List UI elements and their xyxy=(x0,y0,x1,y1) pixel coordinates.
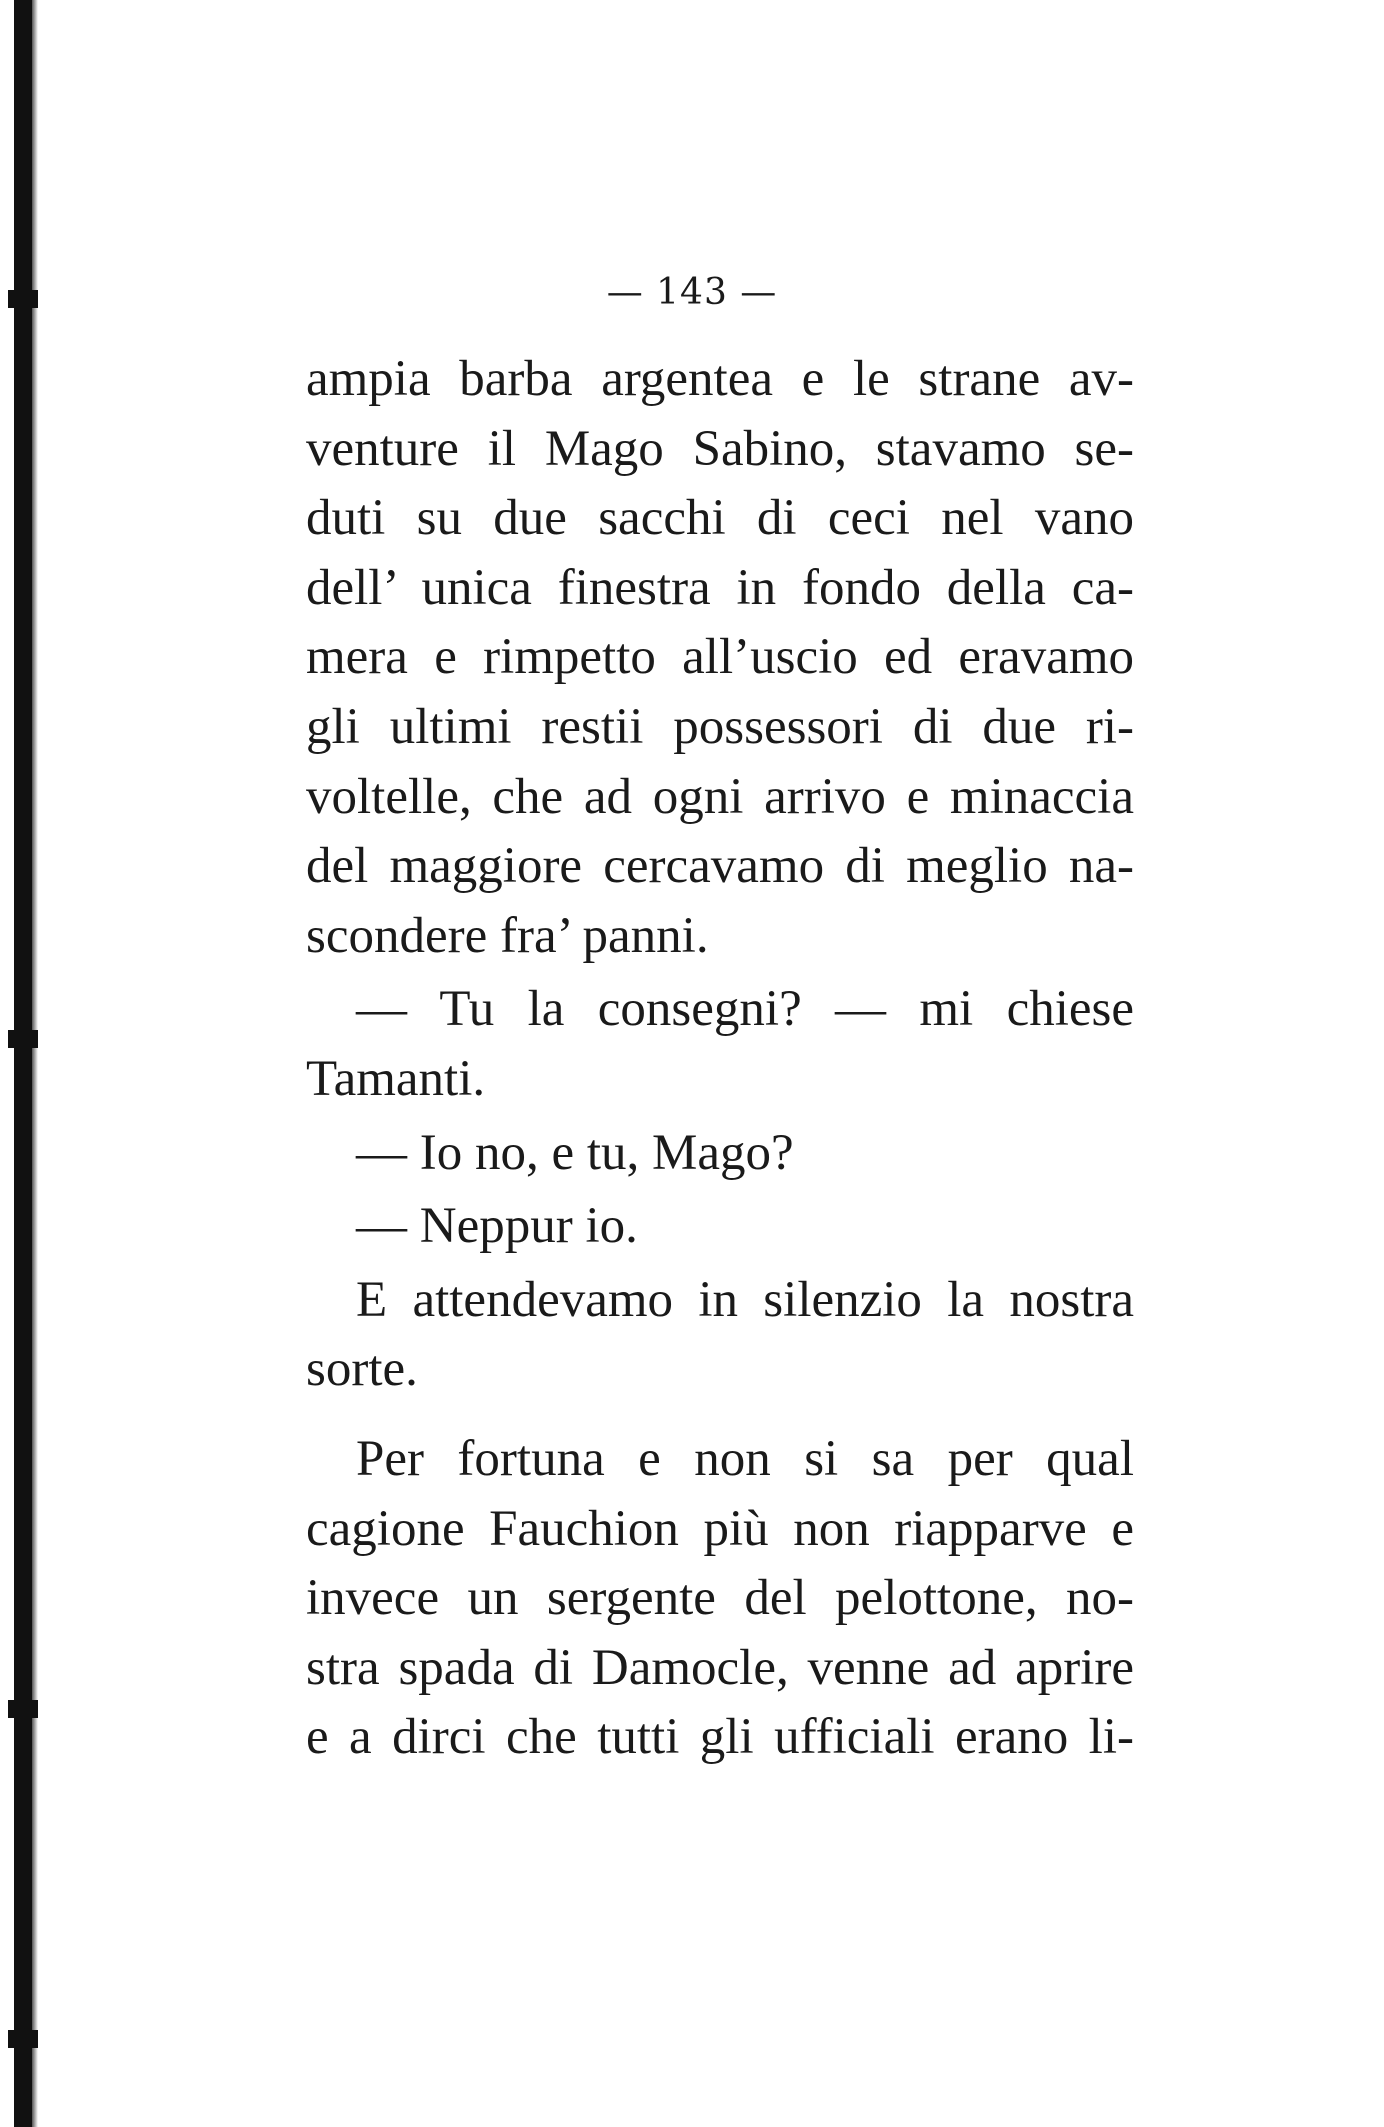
text-line: voltelle, che ad ogni arrivo e minaccia xyxy=(306,768,1134,825)
page-number: — 143 — xyxy=(606,272,778,313)
text-line: mera e rimpetto all’uscio ed eravamo xyxy=(306,629,1134,686)
body-text xyxy=(306,345,1134,1773)
text-line: gli ultimi restii possessori di due ri- xyxy=(306,698,1134,755)
binding-notch xyxy=(8,2030,38,2048)
binding-edge xyxy=(14,0,32,2127)
text-line: sorte. xyxy=(306,1341,418,1398)
text-line: ampia barba argentea e le strane av- xyxy=(306,351,1134,407)
text-line: invece un sergente del pelottone, no- xyxy=(306,1570,1134,1627)
text-line: — Neppur io. xyxy=(356,1198,638,1255)
binding-notch xyxy=(8,1700,38,1718)
text-line: del maggiore cercavamo di meglio na- xyxy=(306,838,1134,895)
binding-notch xyxy=(8,1030,38,1048)
text-line: venture il Mago Sabino, stavamo se- xyxy=(306,420,1134,477)
text-line: duti su due sacchi di ceci nel vano xyxy=(306,490,1134,547)
text-line: scondere fra’ panni. xyxy=(306,907,709,964)
text-line: cagione Fauchion più non riapparve e xyxy=(306,1500,1134,1557)
text-line: E attendevamo in silenzio la nostra xyxy=(356,1271,1134,1328)
text-line: Per fortuna e non si sa per qual xyxy=(356,1430,1134,1487)
text-line: — Tu la consegni? — mi chiese xyxy=(356,981,1134,1038)
text-line: dell’ unica finestra in fondo della ca- xyxy=(306,559,1134,616)
text-line: stra spada di Damocle, venne ad aprire xyxy=(306,1639,1134,1696)
text-line: e a dirci che tutti gli ufficiali erano li- xyxy=(306,1709,1134,1766)
text-line: — Io no, e tu, Mago? xyxy=(356,1124,794,1181)
text-line: Tamanti. xyxy=(306,1050,486,1107)
